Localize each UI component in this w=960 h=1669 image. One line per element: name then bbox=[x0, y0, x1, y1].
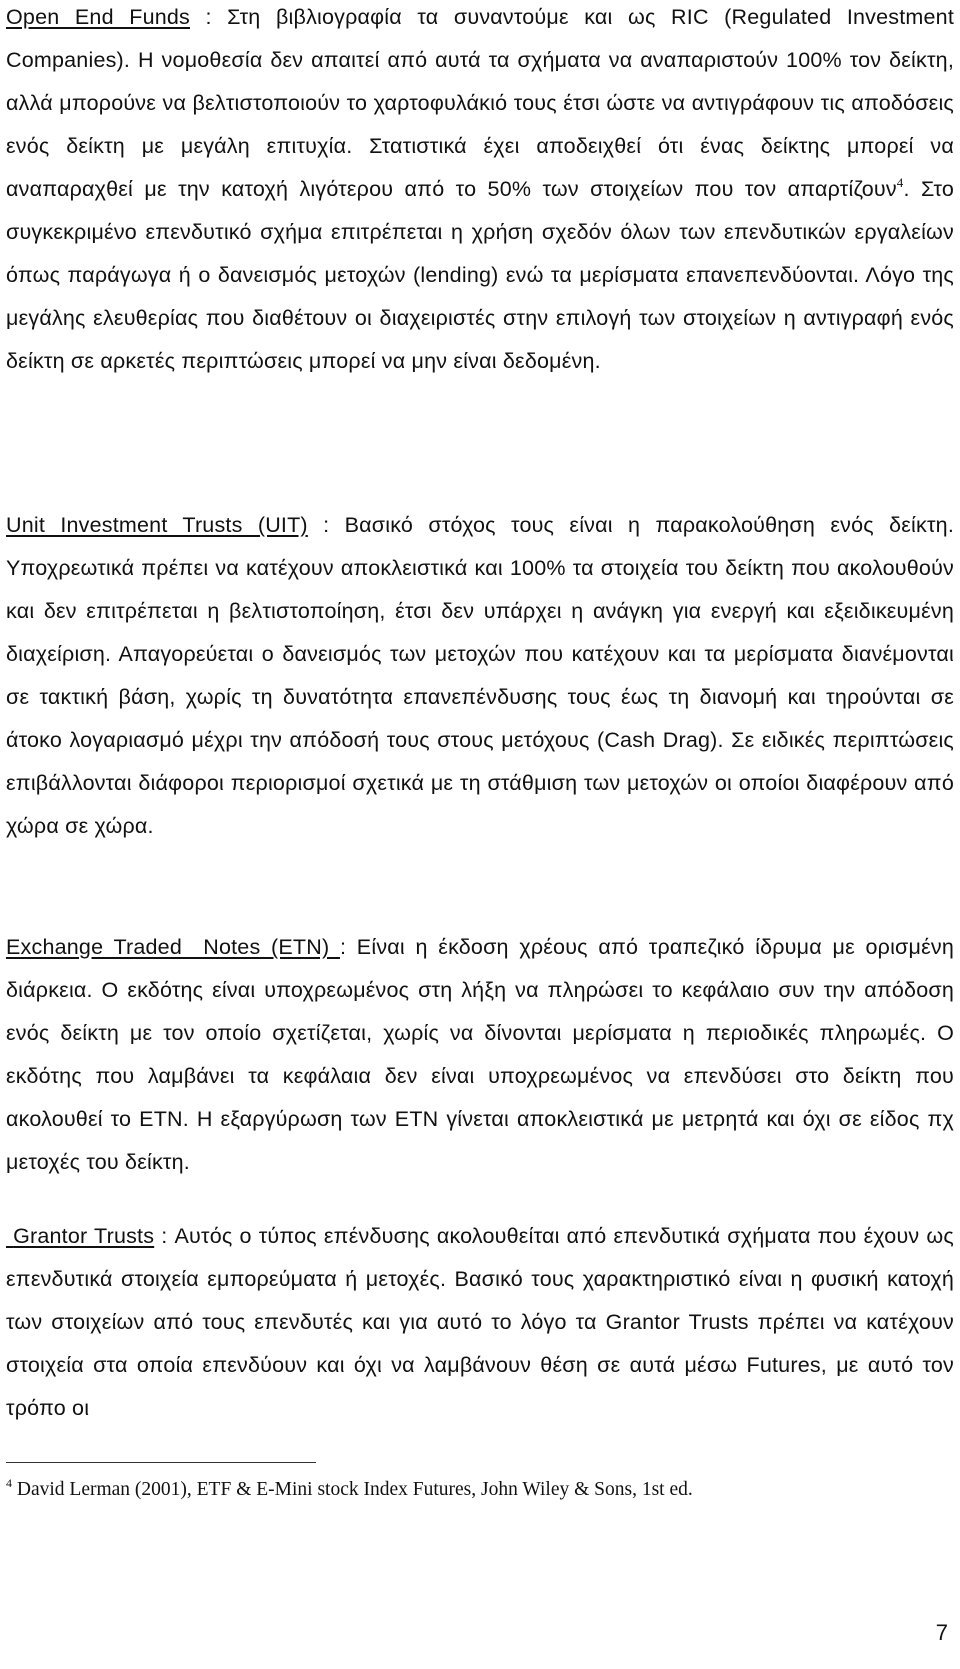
term-separator: : bbox=[307, 513, 345, 537]
term-unit-investment-trusts: Unit Investment Trusts (UIT) bbox=[6, 513, 308, 537]
term-separator: : bbox=[154, 1224, 175, 1248]
term-open-end-funds: Open End Funds bbox=[6, 5, 190, 29]
paragraph-grantor-trusts bbox=[6, 1215, 954, 1430]
paragraph-unit-investment-trusts bbox=[6, 504, 954, 848]
term-exchange-traded-notes: Exchange Traded Notes (ETN) bbox=[6, 935, 340, 959]
paragraph-text: Αυτός ο τύπος επένδυσης ακολουθείται από επενδυτικά σχήματα που έχουν ως επενδυτικά στοιχεία εμπορεύματα ή μετοχές. Βασικό τους χαρακτηριστικό είναι η φυσική κατοχή των στοιχείων από τους επενδυτές και για αυτό το λόγο τα Grantor Trusts πρέπει να κατέχουν στοιχεία στα οποία επενδύουν και όχι να λαμβάνουν θέση σε αυτά μέσω Futures, με αυτό τον τρόπο οι bbox=[6, 1224, 954, 1420]
paragraph-text: Είναι η έκδοση χρέους από τραπεζικό ίδρυμα με ορισμένη διάρκεια. Ο εκδότης είναι υποχρεωμένος στη λήξη να πληρώσει το κεφάλαιο συν την απόδοση ενός δείκτη με τον οποίο σχετίζεται, χωρίς να δίνονται μερίσματα η περιοδικές πληρωμές. Ο εκδότης που λαμβάνει τα κεφάλαια δεν είναι υποχρεωμένος να επενδύσει στο δείκτη που ακολουθεί το ΕΤΝ. Η εξαργύρωση των ETN γίνεται αποκλειστικά με μετρητά και όχι σε είδος πχ μετοχές του δείκτη. bbox=[6, 935, 954, 1174]
term-grantor-trusts: Grantor Trusts bbox=[13, 1224, 155, 1248]
footnote bbox=[6, 1470, 954, 1510]
page-number: 7 bbox=[935, 1620, 948, 1645]
paragraph-text-continued: . Στο συγκεκριμένο επενδυτικό σχήμα επιτρέπεται η χρήση σχεδόν όλων των επενδυτικών εργαλείων όπως παράγωγα ή ο δανεισμός μετοχών (lending) ενώ τα μερίσματα επανεπενδύονται. Λόγο της μεγάλης ελευθερίας που διαθέτουν οι διαχειριστές στην επιλογή των στοιχείων η αντιγραφή ενός δείκτη σε αρκετές περιπτώσεις μπορεί να μην είναι δεδομένη. bbox=[6, 177, 954, 373]
paragraph-open-end-funds bbox=[6, 0, 954, 383]
paragraph-exchange-traded-notes bbox=[6, 926, 954, 1184]
paragraph-text: Βασικό στόχος τους είναι η παρακολούθηση ενός δείκτη. Υποχρεωτικά πρέπει να κατέχουν αποκλειστικά και 100% τα στοιχεία του δείκτη που ακολουθούν και δεν επιτρέπεται η βελτιστοποίηση, έτσι δεν υπάρχει η ανάγκη για ενεργή και εξειδικευμένη διαχείριση. Απαγορεύεται ο δανεισμός των μετοχών που κατέχουν και τα μερίσματα διανέμονται σε τακτική βάση, χωρίς τη δυνατότητα επανεπένδυσης τους έως τη διανομή και τηρούνται σε άτοκο λογαριασμό μέχρι την απόδοσή τους στους μετόχους (Cash Drag). Σε ειδικές περιπτώσεις επιβάλλονται διάφοροι περιορισμοί σχετικά με τη στάθμιση των μετοχών οι οποίοι διαφέρουν από χώρα σε χώρα. bbox=[6, 513, 955, 838]
paragraph-text: Στη βιβλιογραφία τα συναντούμε και ως RIC (Regulated Investment Companies). Η νομοθεσία δεν απαιτεί από αυτά τα σχήματα να αναπαριστούν 100% τον δείκτη, αλλά μπορούνε να βελτιστοποιούν το χαρτοφυλάκιό τους έτσι ώστε να αντιγράφουν τις αποδόσεις ενός δείκτη με μεγάλη επιτυχία. Στατιστικά έχει αποδειχθεί ότι ένας δείκτης μπορεί να αναπαραχθεί με την κατοχή λιγότερου από το 50% των στοιχείων που τον απαρτίζουν bbox=[6, 5, 954, 201]
term-separator: : bbox=[190, 5, 228, 29]
footnote-reference[interactable]: 4 bbox=[896, 175, 904, 190]
footnote-text: David Lerman (2001), ETF & E-Mini stock Index Futures, John Wiley & Sons, 1st ed. bbox=[12, 1479, 693, 1500]
footnote-separator bbox=[6, 1462, 316, 1463]
term-separator: : bbox=[339, 935, 357, 959]
footnote-number: 4 bbox=[6, 1476, 12, 1490]
